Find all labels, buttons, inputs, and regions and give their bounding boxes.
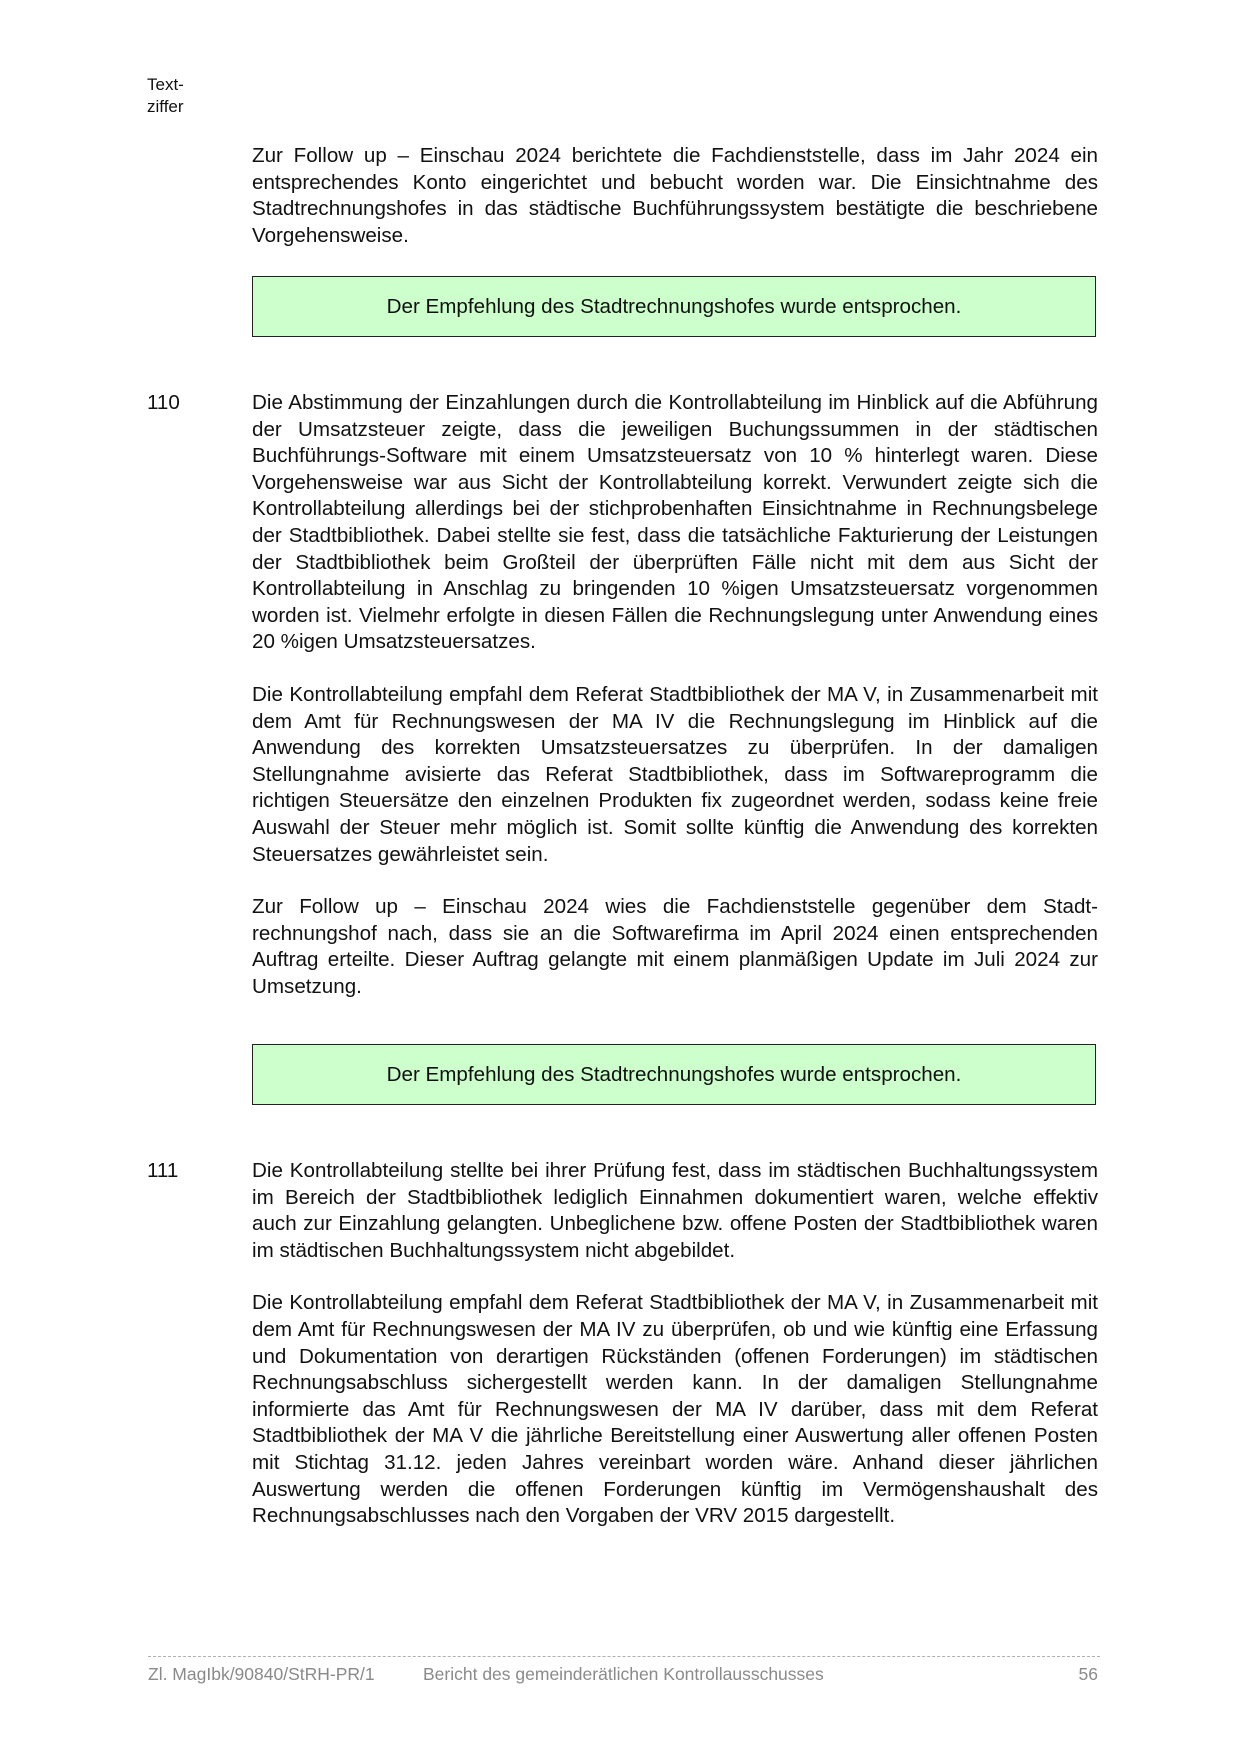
margin-label-textziffer bbox=[147, 74, 184, 118]
section-110 bbox=[252, 390, 1098, 1000]
paragraph: Die Kontrollabteilung empfahl dem Referat Stadtbibliothek der MA V, in Zusammenarbeit mit dem Amt für Rechnungswesen der MA IV zu überprüfen, ob und wie künftig eine Erfassung und Dokumentation von derartigen Rückständen (offenen Forderungen) im städtischen Rechnungsabschluss sichergestellt werden kann. In der damaligen Stellungnahme informierte das Amt für Rechnungswesen der MA IV darüber, dass mit dem Referat Stadtbibliothek der MA V die jährliche Bereitstellung einer Auswertung aller offenen Posten mit Stichtag 31.12. jeden Jahres vereinbart worden wäre. Anhand dieser jährlichen Auswertung werden die offenen Forderungen künftig im Vermögenshaushalt des Rechnungsabschlusses nach den Vorgaben der VRV 2015 dargestellt. bbox=[252, 1291, 1098, 1528]
paragraph: Zur Follow up – Einschau 2024 berichtete die Fachdienststelle, dass im Jahr 2024 ein entsprechendes Konto eingerichtet und bebucht worden war. Die Einsichtnahme des Stadtrechnungshofes in das städtische Buchführungssystem bestätigte die beschriebene Vorgehensweise. bbox=[252, 144, 1098, 247]
section-number: 110 bbox=[147, 391, 180, 414]
result-box bbox=[252, 276, 1096, 337]
footer-title: Bericht des gemeinderätlichen Kontrollausschusses bbox=[423, 1664, 824, 1684]
margin-label-line-1: Text- bbox=[147, 75, 184, 94]
result-box bbox=[252, 1044, 1096, 1105]
continuation-section bbox=[252, 143, 1098, 249]
page-number: 56 bbox=[1078, 1664, 1098, 1684]
margin-label-line-2: ziffer bbox=[147, 97, 184, 116]
paragraph: Zur Follow up – Einschau 2024 wies die Fachdienststelle gegenüber dem Stadtrechnungshof nach, dass sie an die Softwarefirma im April 2024 einen entsprechenden Auftrag erteilte. Dieser Auftrag gelangte mit einem planmäßigen Update im Juli 2024 zur Umsetzung. bbox=[252, 895, 1098, 998]
paragraph: Die Kontrollabteilung stellte bei ihrer Prüfung fest, dass im städtischen Buchhaltungssystem im Bereich der Stadtbibliothek lediglich Einnahmen dokumentiert waren, welche effektiv auch zur Einzahlung gelangten. Unbeglichene bzw. offene Posten der Stadtbibliothek waren im städtischen Buchhaltungssystem nicht abgebildet. bbox=[252, 1159, 1098, 1262]
result-box-text: Der Empfehlung des Stadtrechnungshofes wurde entsprochen. bbox=[386, 1062, 962, 1086]
footer-divider bbox=[148, 1656, 1100, 1657]
paragraph: Die Kontrollabteilung empfahl dem Referat Stadtbibliothek der MA V, in Zusammenarbeit mit dem Amt für Rechnungswesen der MA IV die Rechnungslegung im Hinblick auf die Anwendung des korrekten Umsatzsteuersatzes zu überprüfen. In der damaligen Stellungnahme avisierte das Referat Stadtbibliothek, dass im Softwareprogramm die richtigen Steuersätze den einzelnen Produkten fix zugeordnet werden, sodass keine freie Auswahl der Steuer mehr möglich ist. Somit sollte künftig die Anwendung des korrekten Steuersatzes gewährleistet sein. bbox=[252, 682, 1098, 866]
result-box-text: Der Empfehlung des Stadtrechnungshofes wurde entsprochen. bbox=[386, 294, 962, 318]
paragraph: Die Abstimmung der Einzahlungen durch die Kontrollabteilung im Hinblick auf die Abführung der Umsatzsteuer zeigte, dass die jeweiligen Buchungssummen in der städtischen Buchführungs-Software mit einem Umsatzsteuersatz von 10 % hinterlegt waren. Diese Vorgehensweise war aus Sicht der Kontrollabteilung korrekt. Verwundert zeigte sich die Kontrollabteilung allerdings bei der stichprobenhaften Einsichtnahme in Rechnungsbelege der Stadtbibliothek. Dabei stellte sie fest, dass die tatsächliche Fakturierung der Leistungen der Stadtbibliothek beim Großteil der überprüften Fälle nicht mit dem aus Sicht der Kontrollabteilung in Anschlag zu bringenden 10 %igen Umsatzsteuersatz vorgenommen worden ist. Vielmehr erfolgte in diesen Fällen die Rechnungslegung unter Anwendung eines 20 %igen Umsatzsteuersatzes. bbox=[252, 391, 1098, 654]
section-number: 111 bbox=[147, 1159, 179, 1182]
footer-reference: Zl. MagIbk/90840/StRH-PR/1 bbox=[148, 1664, 375, 1684]
section-111 bbox=[252, 1158, 1098, 1530]
